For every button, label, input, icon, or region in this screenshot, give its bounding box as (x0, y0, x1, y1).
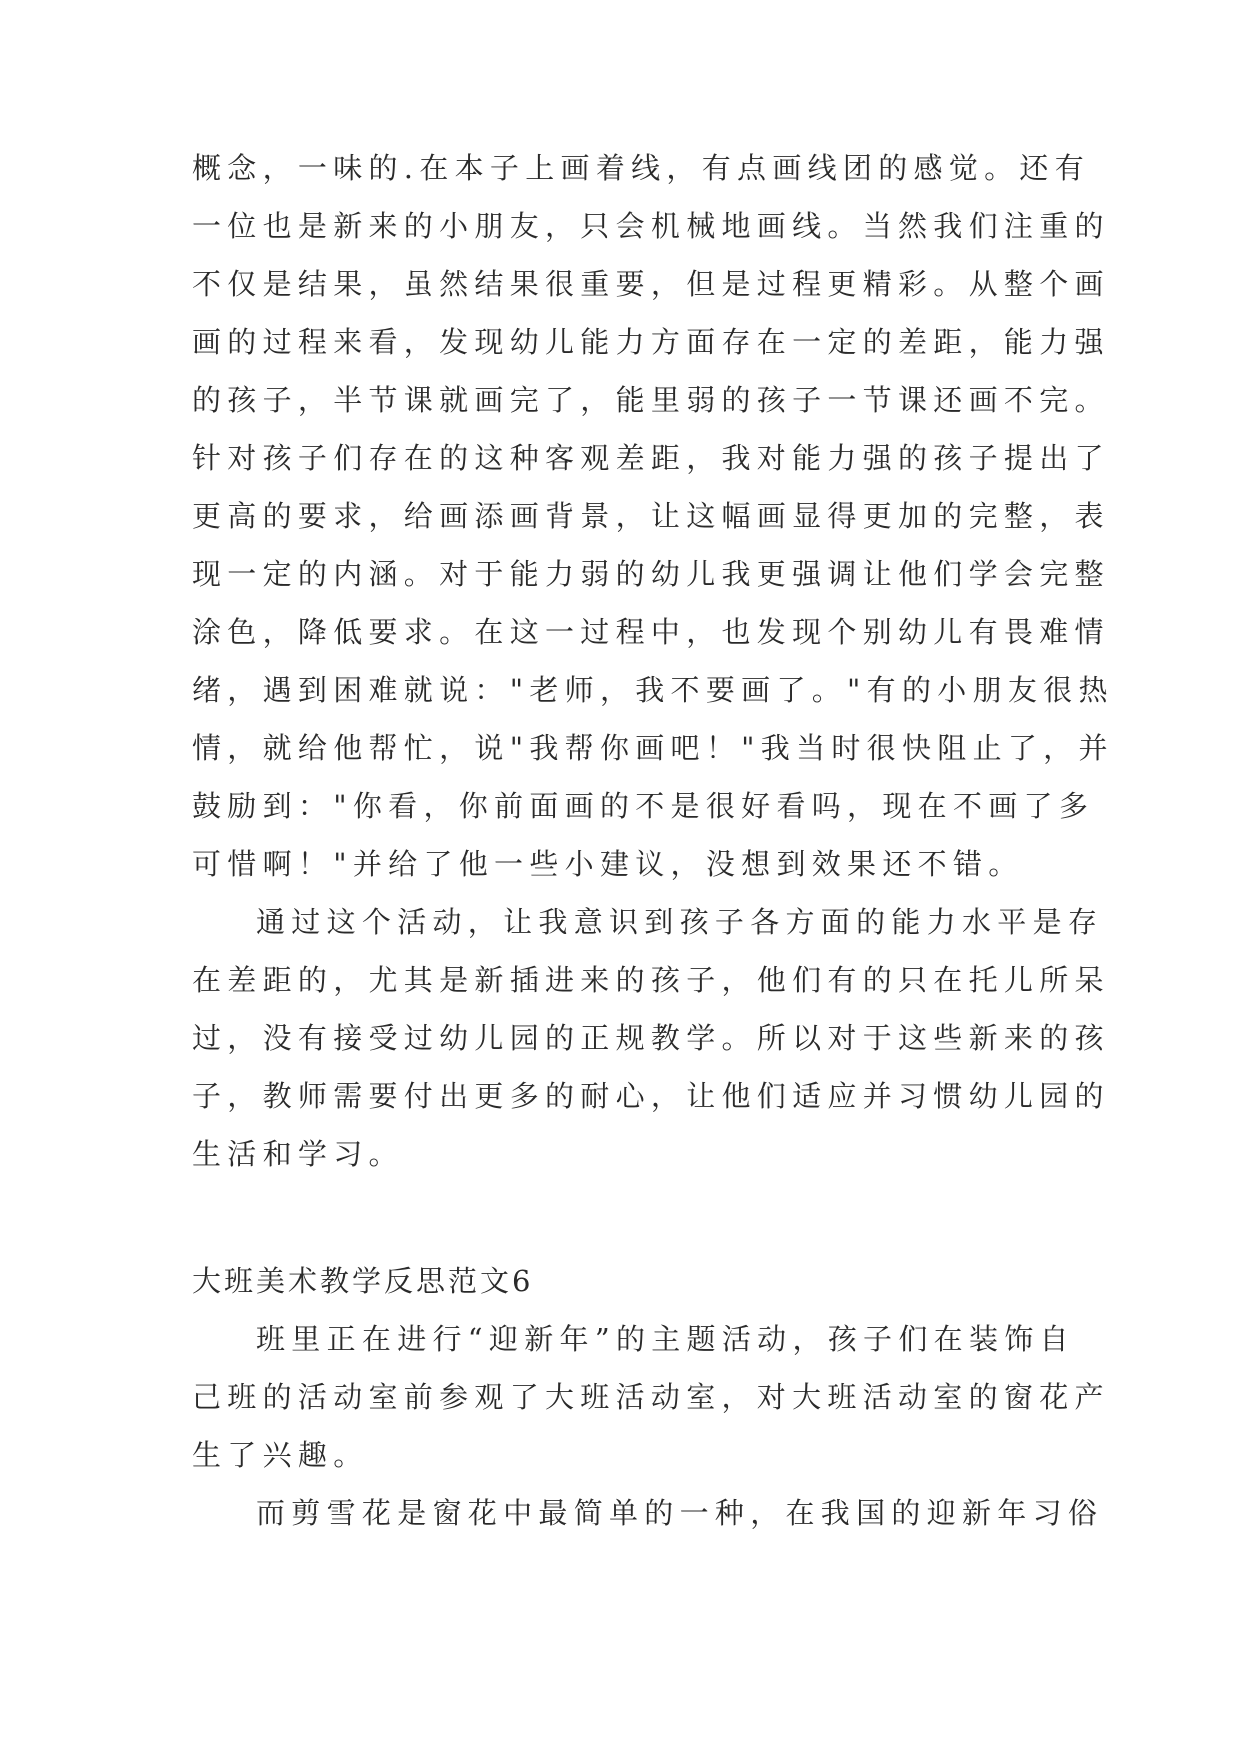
paragraph-line: 画的过程来看，发现幼儿能力方面存在一定的差距，能力强 (192, 325, 1110, 359)
paragraph-line: 一位也是新来的小朋友，只会机械地画线。当然我们注重的 (192, 209, 1110, 243)
paragraph-line: 子，教师需要付出更多的耐心，让他们适应并习惯幼儿园的 (192, 1079, 1110, 1113)
paragraph-line: 针对孩子们存在的这种客观差距，我对能力强的孩子提出了 (192, 441, 1110, 475)
paragraph-line: 在差距的，尤其是新插进来的孩子，他们有的只在托儿所呆 (192, 963, 1110, 997)
paragraph-line: 可惜啊！"并给了他一些小建议，没想到效果还不错。 (192, 847, 1024, 881)
paragraph-line: 绪，遇到困难就说："老师，我不要画了。"有的小朋友很热 (192, 673, 1114, 707)
paragraph-line: 生活和学习。 (192, 1137, 404, 1171)
paragraph-line: 生了兴趣。 (192, 1438, 369, 1472)
paragraph-line: 过，没有接受过幼儿园的正规教学。所以对于这些新来的孩 (192, 1021, 1110, 1055)
paragraph-line: 更高的要求，给画添画背景，让这幅画显得更加的完整，表 (192, 499, 1110, 533)
paragraph-line: 不仅是结果，虽然结果很重要，但是过程更精彩。从整个画 (192, 267, 1110, 301)
section-heading: 大班美术教学反思范文6 (192, 1264, 534, 1298)
paragraph-line: 涂色，降低要求。在这一过程中，也发现个别幼儿有畏难情 (192, 615, 1110, 649)
paragraph-line: 鼓励到："你看，你前面画的不是很好看吗，现在不画了多 (192, 789, 1095, 823)
paragraph-line: 通过这个活动，让我意识到孩子各方面的能力水平是存 (256, 905, 1104, 939)
paragraph-line: 班里正在进行“迎新年”的主题活动，孩子们在装饰自 (256, 1322, 1075, 1356)
paragraph-line: 的孩子，半节课就画完了，能里弱的孩子一节课还画不完。 (192, 383, 1110, 417)
paragraph-line: 情，就给他帮忙，说"我帮你画吧！"我当时很快阻止了，并 (192, 731, 1114, 765)
paragraph-line: 己班的活动室前参观了大班活动室，对大班活动室的窗花产 (192, 1380, 1110, 1414)
paragraph-line: 概念，一味的.在本子上画着线，有点画线团的感觉。还有 (192, 151, 1091, 185)
paragraph-line: 现一定的内涵。对于能力弱的幼儿我更强调让他们学会完整 (192, 557, 1110, 591)
paragraph-line: 而剪雪花是窗花中最简单的一种，在我国的迎新年习俗 (256, 1496, 1104, 1530)
